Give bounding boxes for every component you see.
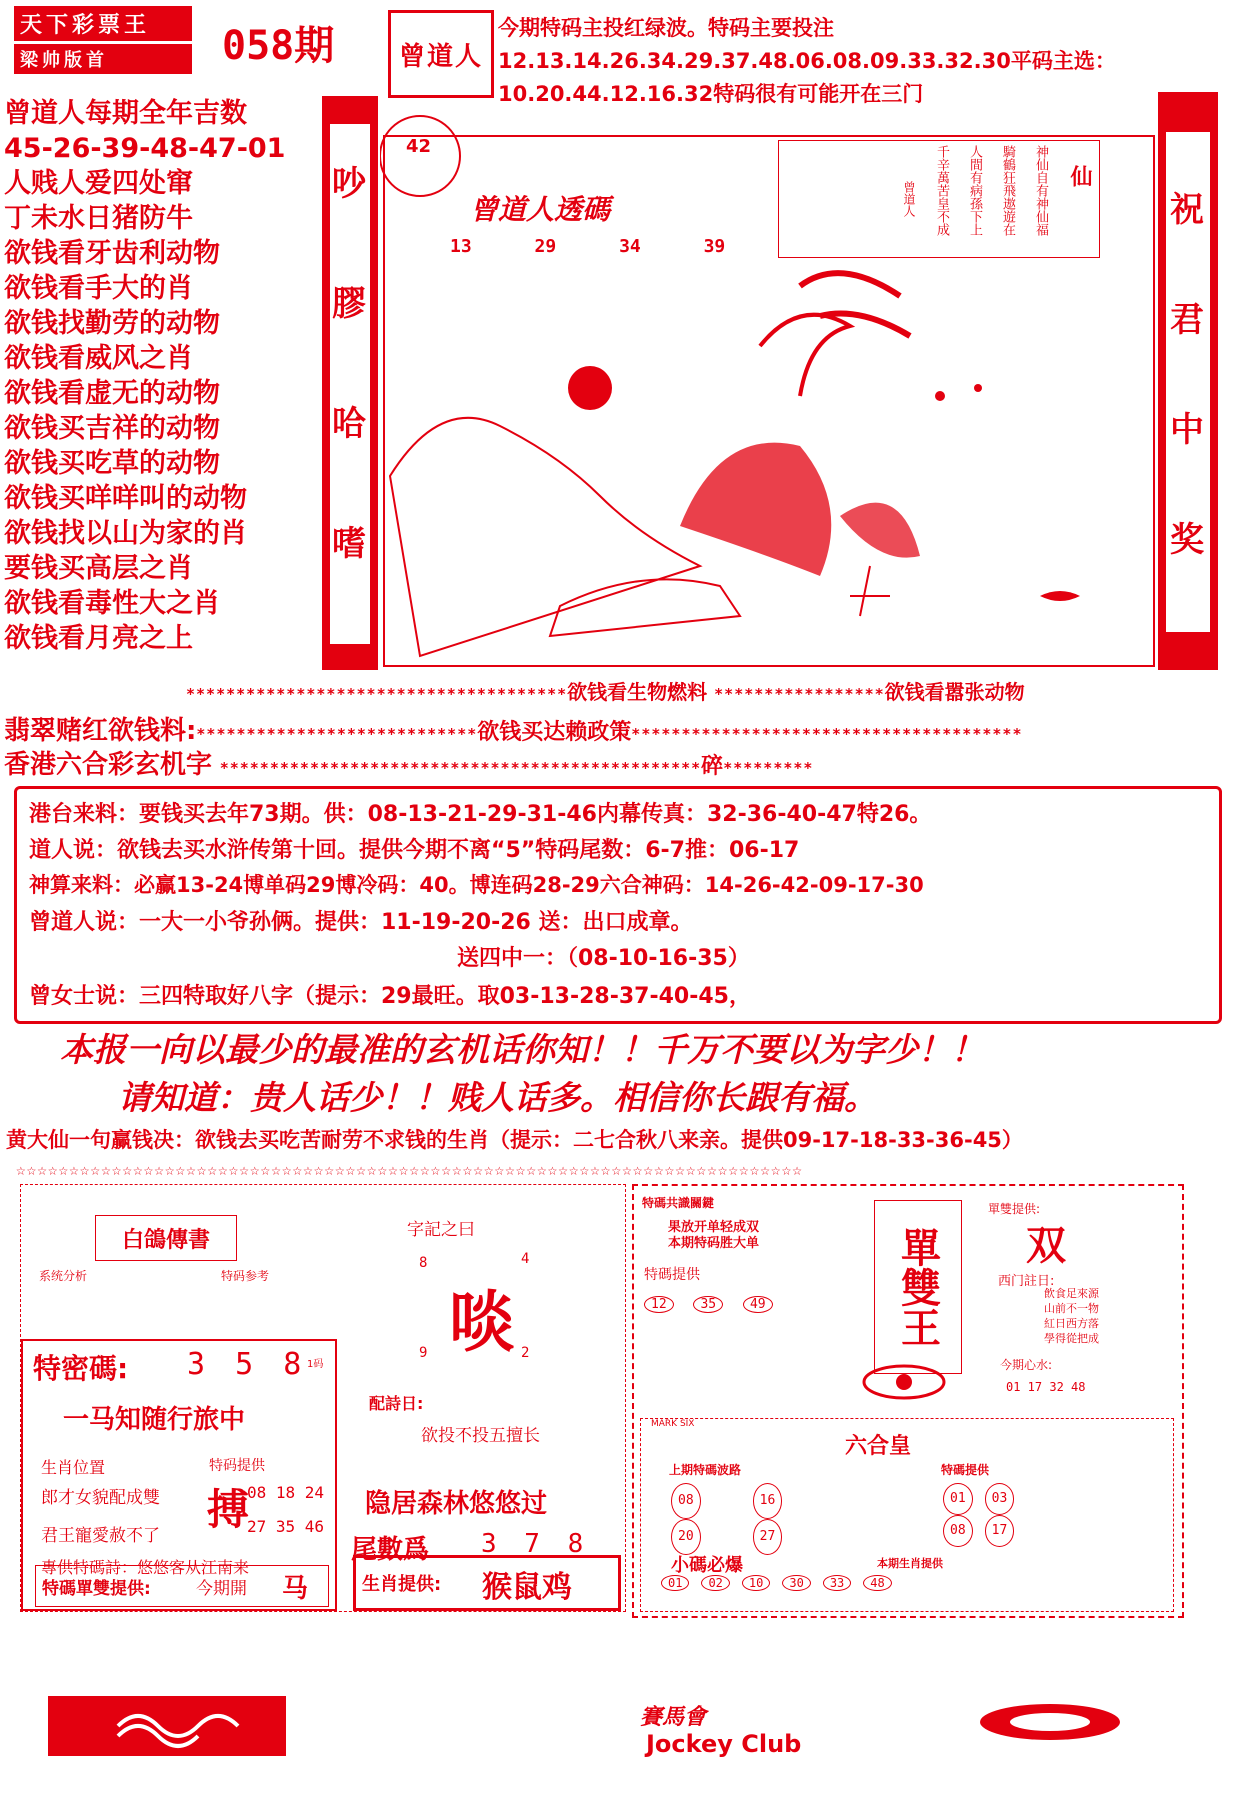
wave-number: 16 — [753, 1483, 783, 1519]
left-hint-line: 要钱买高层之肖 — [4, 553, 193, 584]
left-hint-line: 欲钱买吃草的动物 — [4, 448, 220, 479]
wong-tai-sin-line: 黄大仙一句赢钱决：欲钱去买吃苦耐劳不求钱的生肖（提示：二七合秋八来亲。提供09-17-18-33-36-45） — [6, 1128, 1023, 1152]
stars-row-1: **************************************欲钱看生物燃料 *****************欲钱看嚣张动物 — [186, 680, 1025, 704]
painting-number: 39 — [703, 236, 726, 257]
jockey-chinese: 賽馬會 — [640, 1704, 707, 1730]
right-big: 双 — [1026, 1223, 1066, 1269]
left-pillar-char: 膠 — [332, 284, 366, 324]
info-line: 送四中一：（08-10-16-35） — [457, 946, 750, 971]
small-number: 02 — [701, 1575, 729, 1591]
painting-numbers — [450, 236, 725, 257]
provide-number: 08 — [943, 1515, 973, 1547]
info-box — [14, 786, 1222, 1024]
zodiac-line: 郎才女貌配成雙 — [41, 1488, 160, 1508]
lhc-title: 六合皇 — [845, 1434, 912, 1459]
zodiac-provide-value: 猴鼠鸡 — [482, 1570, 572, 1605]
left-hint-column — [4, 96, 322, 676]
poem-line: 千辛萬苦皇不成 — [934, 145, 949, 236]
wave-number: 27 — [753, 1519, 783, 1555]
heart-label: 今期心水: — [1000, 1358, 1053, 1372]
single-double-king: 單雙王 — [894, 1227, 941, 1347]
jockey-english: Jockey Club — [646, 1730, 802, 1758]
right-sub: 西门註日: — [998, 1274, 1055, 1289]
special-value: 3 5 8 — [187, 1347, 308, 1382]
bo-row: 08 18 24 — [247, 1483, 325, 1502]
left-pillar — [322, 96, 378, 670]
left-hint-line: 欲钱看虚无的动物 — [4, 378, 220, 409]
stars-hint: 欲钱看生物燃料 — [567, 680, 708, 704]
wave-number: 20 — [671, 1519, 701, 1555]
bottom-right-panel — [632, 1184, 1184, 1618]
issue-number: 058期 — [222, 23, 335, 69]
bo-row: 27 35 46 — [247, 1517, 325, 1536]
single-double-animal: 马 — [282, 1574, 309, 1604]
corner-number: 2 — [521, 1345, 530, 1361]
slogan-line-2: 请知道：贵人话少！！贱人话多。相信你长跟有福。 — [118, 1078, 877, 1117]
special-number: 35 — [693, 1296, 723, 1313]
small-number: 30 — [782, 1575, 810, 1591]
left-hint-line: 欲钱找以山为家的肖 — [4, 518, 247, 549]
info-line: 曾女士说：三四特取好八字（提示：29最旺。取03-13-28-37-40-45， — [29, 984, 751, 1009]
left-hint-line: 欲钱找勤劳的动物 — [4, 308, 220, 339]
wave-numbers — [665, 1483, 788, 1555]
zodiac-line: 君王寵愛赦不了 — [41, 1526, 160, 1546]
poem-sign: 曾道人 — [902, 181, 916, 217]
poem-line: 人間有病孫下上 — [967, 145, 982, 236]
zodiac-pos: 生肖位置 — [41, 1458, 106, 1477]
small-number: 33 — [823, 1575, 851, 1591]
wave-number: 08 — [671, 1483, 701, 1519]
book-title-box — [95, 1215, 237, 1261]
small-number: 01 — [661, 1575, 689, 1591]
stars-row-2: 翡翠赌红欲钱料:****************************欲钱买达赖政策*************************************** — [4, 716, 1023, 746]
painting-number: 34 — [619, 236, 641, 257]
single-double-king-box — [874, 1200, 962, 1374]
left-hint-line: 欲钱看手大的肖 — [4, 273, 193, 304]
left-hint-line: 45-26-39-48-47-01 — [4, 133, 286, 164]
single-double-value: 今期開 — [196, 1579, 247, 1599]
left-hint-line: 欲钱看牙齿利动物 — [4, 238, 220, 269]
ad-line: 本期特码胜大单 — [668, 1236, 760, 1251]
logo-top: 天下彩票王 — [14, 6, 192, 41]
special-provide: 特码提供 — [209, 1458, 265, 1474]
seal-text: 曾道人 — [398, 41, 483, 72]
stars-hint: 欲钱买达赖政策 — [477, 720, 632, 745]
tail-value: 3 7 8 — [481, 1529, 590, 1559]
info-line: 道人说：欲钱去买水浒传第十回。提供今期不离“5”特码尾数：6-7推：06-17 — [29, 838, 800, 863]
info-line: 曾道人说：一大一小爷孙俩。提供：11-19-20-26 送：出口成章。 — [29, 910, 693, 935]
right-pillar-char: 君 — [1170, 300, 1204, 340]
info-line: 港台来料：要钱买去年73期。供：08-13-21-29-31-46内幕传真：32-36-40-47特26。 — [29, 802, 932, 827]
corner-number: 8 — [419, 1255, 428, 1271]
painting-title: 曾道人透碼 — [470, 193, 611, 226]
book-title: 白鴿傳書 — [121, 1227, 210, 1253]
small-code: 小碼必爆 — [671, 1555, 743, 1576]
heart-numbers: 01 17 32 48 — [1006, 1380, 1086, 1394]
one-horse: 一马知随行旅中 — [63, 1405, 246, 1435]
right-poem-line: 紅日西方落 — [1044, 1317, 1099, 1330]
top-label: 特碼共識關鍵 — [642, 1196, 715, 1210]
corner-number: 9 — [419, 1345, 428, 1361]
right-pillar — [1158, 92, 1218, 670]
special-provide: 特碼提供 — [644, 1267, 700, 1283]
right-pillar-char: 祝 — [1170, 190, 1204, 230]
small-number: 10 — [742, 1575, 770, 1591]
bo-character: 搏 — [207, 1485, 250, 1534]
poem-provide: 專供特碼詩：悠悠客从江南来 — [41, 1558, 250, 1577]
poem-header: 仙 — [1067, 165, 1092, 187]
ad-line: 果放开单轻成双 — [668, 1220, 760, 1235]
single-double-box — [35, 1565, 329, 1607]
masthead-logo — [14, 6, 192, 70]
left-pillar-char: 哈 — [332, 404, 366, 444]
info-line: 神算来料：必赢13-24博单码29博冷码：40。博连码28-29六合神码：14-26-42-09-17-30 — [29, 873, 924, 897]
right-poem-line: 山前不一物 — [1044, 1302, 1099, 1315]
zodiac-provide-box — [353, 1555, 621, 1611]
right-pillar-char: 中 — [1170, 410, 1204, 450]
slogan-line-1: 本报一向以最少的最准的玄机话你知！！千万不要以为字少！！ — [60, 1030, 984, 1069]
footer-emblem-right — [976, 1700, 1124, 1744]
big-character: 啖 — [449, 1284, 515, 1361]
provide-number: 01 — [943, 1483, 973, 1515]
special-label: 特密碼: — [33, 1352, 129, 1385]
small-number: 48 — [863, 1575, 891, 1591]
provide-numbers — [937, 1483, 1020, 1547]
left-hint-line: 欲钱看月亮之上 — [4, 623, 193, 654]
poem-label: 配詩日: — [369, 1394, 424, 1413]
mark-six-box — [640, 1418, 1174, 1612]
left-hint-line: 欲钱买吉祥的动物 — [4, 413, 220, 444]
mark-six-label: MARK SIX — [651, 1419, 695, 1429]
zodiac-provide-title: 本期生肖提供 — [877, 1557, 943, 1570]
special-provide-2: 特碼提供 — [941, 1463, 990, 1477]
flower-emblem — [860, 1362, 948, 1402]
corner-number: 4 — [521, 1251, 530, 1267]
right-poem-line: 學得從把成 — [1044, 1332, 1099, 1345]
left-pillar-char: 嗜 — [332, 524, 366, 564]
painting-number: 29 — [534, 236, 557, 257]
tail-label: 尾數爲 — [351, 1535, 430, 1565]
left-pillar-char: 吵 — [332, 164, 366, 204]
painting-number: 13 — [450, 236, 472, 257]
poem-box — [778, 140, 1100, 258]
special-numbers — [638, 1296, 779, 1313]
header-notice: 今期特码主投红绿波。特码主要投注12.13.14.26.34.29.37.48.06.08.09.33.32.30平码主选：10.20.44.12.16.32特码很有可能开在三门 — [498, 16, 1116, 106]
char-title: 字記之曰 — [407, 1220, 475, 1240]
stars-hint: 碎 — [701, 754, 724, 779]
zodiac-provide-label: 生肖提供: — [362, 1574, 442, 1595]
provide-number: 17 — [985, 1515, 1015, 1547]
book-side-right: 特码参考 — [221, 1269, 270, 1283]
special-number: 12 — [644, 1296, 674, 1313]
book-side-left: 系统分析 — [39, 1269, 88, 1283]
stars-hint: 欲钱看嚣张动物 — [884, 680, 1025, 704]
bottom-left-panel — [20, 1184, 626, 1612]
small-numbers — [655, 1575, 898, 1591]
moon-number: 42 — [406, 136, 432, 157]
logo-bottom: 梁帅版首 — [14, 44, 192, 74]
star-divider: ☆☆☆☆☆☆☆☆☆☆☆☆☆☆☆☆☆☆☆☆☆☆☆☆☆☆☆☆☆☆☆☆☆☆☆☆☆☆☆☆☆☆☆☆☆☆☆☆☆☆☆☆☆☆☆☆☆☆☆☆☆☆☆☆☆☆☆☆☆☆☆☆☆☆ — [16, 1160, 803, 1179]
poem-line: 神仙自有神仙福 — [1033, 145, 1048, 236]
left-hint-line: 丁未水日猪防牛 — [4, 203, 193, 234]
provide-number: 03 — [985, 1483, 1015, 1515]
last-wave: 上期特碼波路 — [669, 1463, 742, 1477]
special-number: 49 — [743, 1296, 773, 1313]
right-poem-line: 飲食足來源 — [1044, 1287, 1099, 1300]
left-hint-line: 曾道人每期全年吉数 — [4, 98, 247, 129]
painting-area — [380, 96, 1158, 670]
hidden-forest: 隐居森林悠悠过 — [365, 1489, 548, 1519]
left-hint-line: 欲钱看毒性大之肖 — [4, 588, 220, 619]
right-poem — [1044, 1286, 1099, 1346]
left-hint-line: 欲钱买咩咩叫的动物 — [4, 483, 247, 514]
poem-line: 騎鶴狂飛遨遊在 — [1000, 145, 1015, 236]
stars-label: 翡翠赌红欲钱料: — [4, 716, 197, 746]
right-pillar-char: 奖 — [1170, 520, 1204, 560]
special-suffix: 1码 — [307, 1359, 324, 1370]
seal — [388, 10, 494, 98]
left-hint-line: 欲钱看威风之肖 — [4, 343, 193, 374]
stars-row-3: 香港六合彩玄机字 ************************************************碎********* — [4, 750, 814, 780]
poem-text: 欲投不投五擅长 — [421, 1426, 540, 1446]
single-double-label: 特碼單雙提供: — [42, 1579, 151, 1599]
stars-label: 香港六合彩玄机字 — [4, 750, 213, 780]
right-title: 單雙提供: — [988, 1202, 1041, 1216]
footer-emblem-left — [48, 1696, 286, 1756]
left-hint-line: 人贱人爱四处窜 — [4, 168, 193, 199]
